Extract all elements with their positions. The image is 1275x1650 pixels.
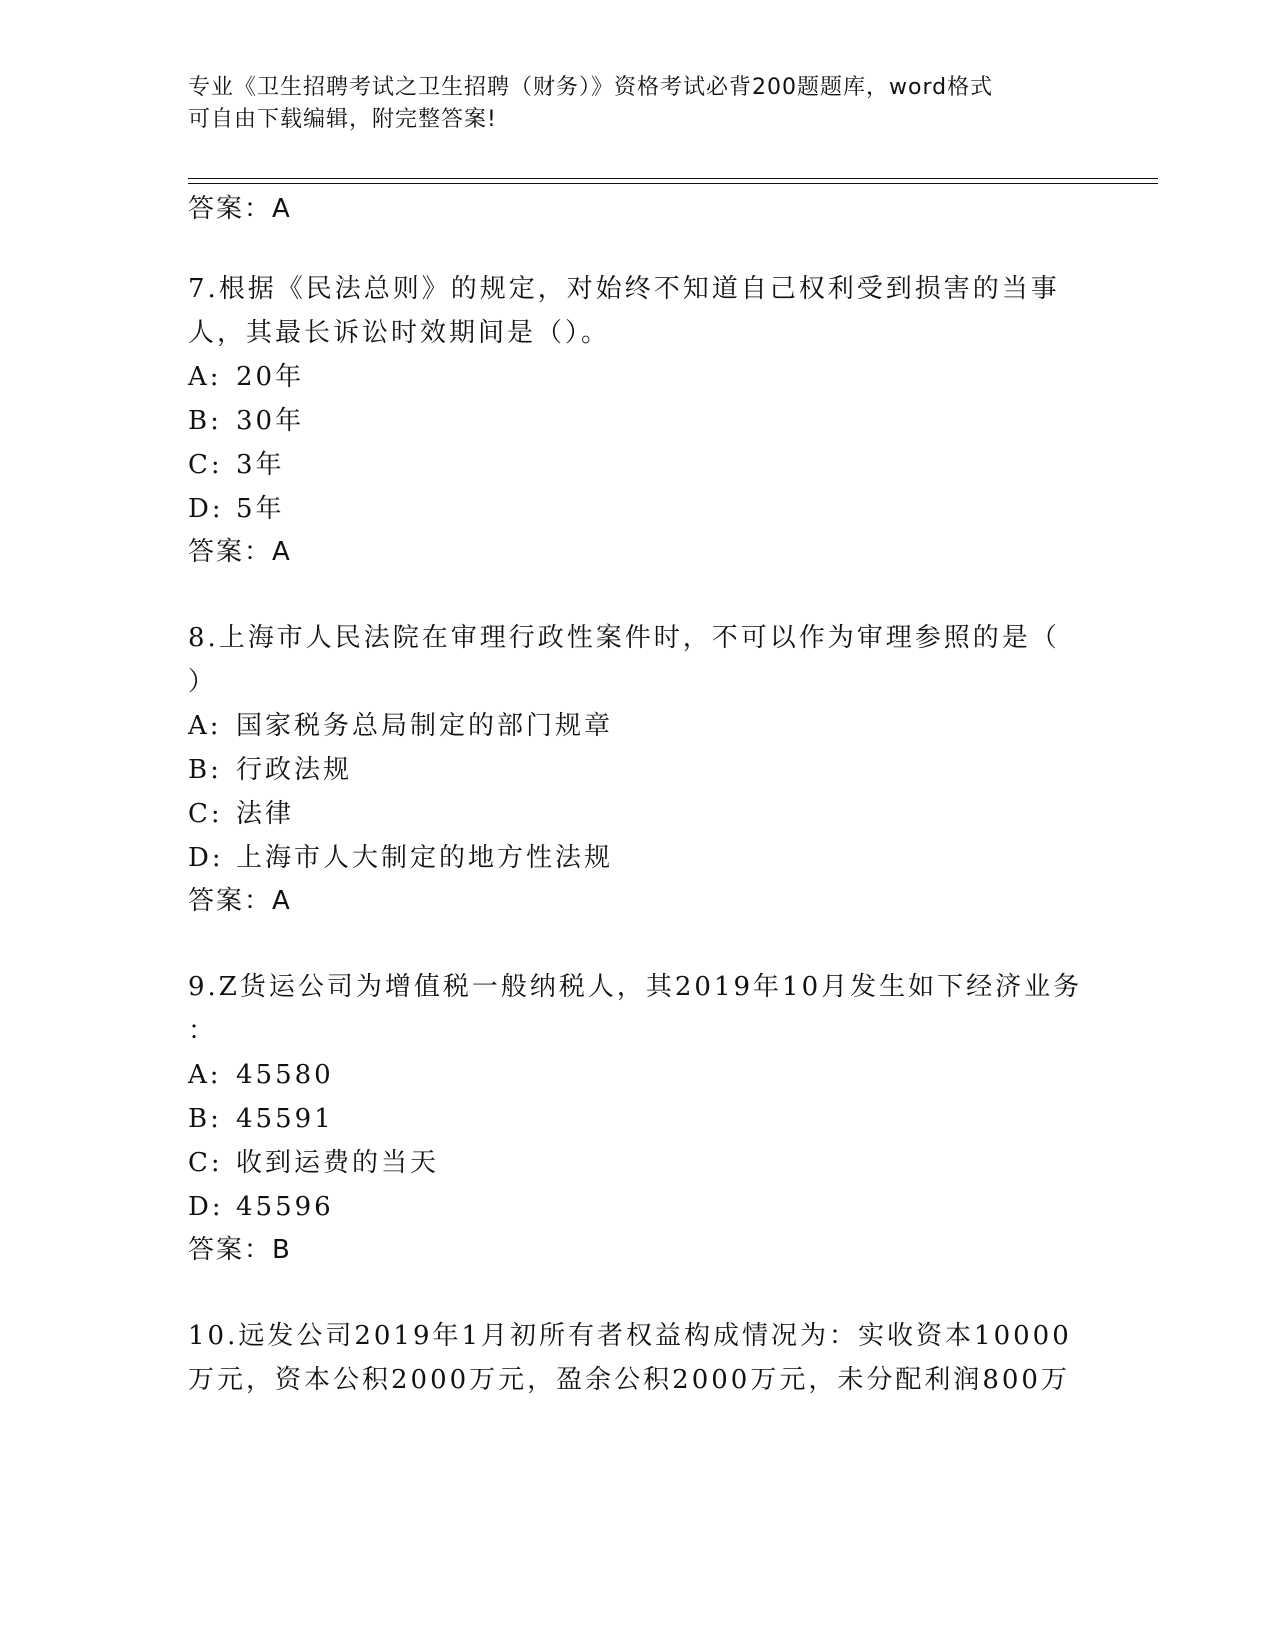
question-7-option-c <box>188 450 285 480</box>
question-8-stem-line-2: ） <box>188 667 218 697</box>
header-line-1: 专业《卫生招聘考试之卫生招聘（财务）》资格考试必背200题题库，word格式 <box>188 75 994 100</box>
question-9-option-b <box>188 1104 334 1134</box>
header-divider-top <box>188 178 1158 179</box>
question-7-stem-line-2: 人，其最长诉讼时效期间是（）。 <box>188 318 611 348</box>
option-text: 收到运费的当天 <box>236 1148 440 1178</box>
previous-answer: 答案：A <box>188 194 292 224</box>
question-7-option-d <box>188 494 285 524</box>
option-letter: C: <box>188 799 223 829</box>
question-8-option-c <box>188 799 294 829</box>
question-7-answer: 答案：A <box>188 537 292 567</box>
option-text: 30年 <box>236 406 305 436</box>
question-7-stem-line-1: 7.根据《民法总则》的规定，对始终不知道自己权利受到损害的当事 <box>188 274 1060 304</box>
question-8-option-d <box>188 843 613 873</box>
header-divider-bottom <box>188 183 1158 184</box>
option-text: 5年 <box>236 494 285 524</box>
option-text: 行政法规 <box>236 755 353 785</box>
option-text: 3年 <box>236 450 285 480</box>
option-text: 45580 <box>236 1060 334 1090</box>
option-text: 20年 <box>236 362 305 392</box>
question-9-option-d <box>188 1192 334 1222</box>
option-letter: B: <box>188 1104 222 1134</box>
header-line-2: 可自由下载编辑，附完整答案! <box>188 107 497 132</box>
question-9-option-c <box>188 1148 439 1178</box>
question-9-stem-line-2: ： <box>188 1016 218 1046</box>
question-8-stem-line-1: 8.上海市人民法院在审理行政性案件时，不可以作为审理参照的是（ <box>188 623 1060 653</box>
option-text: 法律 <box>236 799 295 829</box>
option-letter: D: <box>188 494 224 524</box>
question-9-option-a <box>188 1060 334 1090</box>
option-text: 45596 <box>236 1192 334 1222</box>
option-letter: A: <box>188 711 222 741</box>
question-7-option-b <box>188 406 304 436</box>
question-9-stem-line-1: 9.Z货运公司为增值税一般纳税人，其2019年10月发生如下经济业务 <box>188 972 1083 1002</box>
option-letter: A: <box>188 362 222 392</box>
question-8-option-a <box>188 711 613 741</box>
option-letter: D: <box>188 843 224 873</box>
option-letter: D: <box>188 1192 224 1222</box>
option-text: 45591 <box>236 1104 334 1134</box>
question-8-answer: 答案：A <box>188 886 292 916</box>
question-10-stem-line-1: 10.远发公司2019年1月初所有者权益构成情况为：实收资本10000 <box>188 1321 1072 1351</box>
option-letter: C: <box>188 450 223 480</box>
question-8-option-b <box>188 755 352 785</box>
option-letter: C: <box>188 1148 223 1178</box>
question-7-option-a <box>188 362 304 392</box>
question-9-answer: 答案：B <box>188 1235 292 1265</box>
question-10-stem-line-2: 万元，资本公积2000万元，盈余公积2000万元，未分配利润800万 <box>188 1365 1070 1395</box>
option-letter: A: <box>188 1060 222 1090</box>
option-text: 上海市人大制定的地方性法规 <box>236 843 614 873</box>
document-header <box>188 72 1068 136</box>
option-letter: B: <box>188 755 222 785</box>
option-text: 国家税务总局制定的部门规章 <box>236 711 614 741</box>
option-letter: B: <box>188 406 222 436</box>
